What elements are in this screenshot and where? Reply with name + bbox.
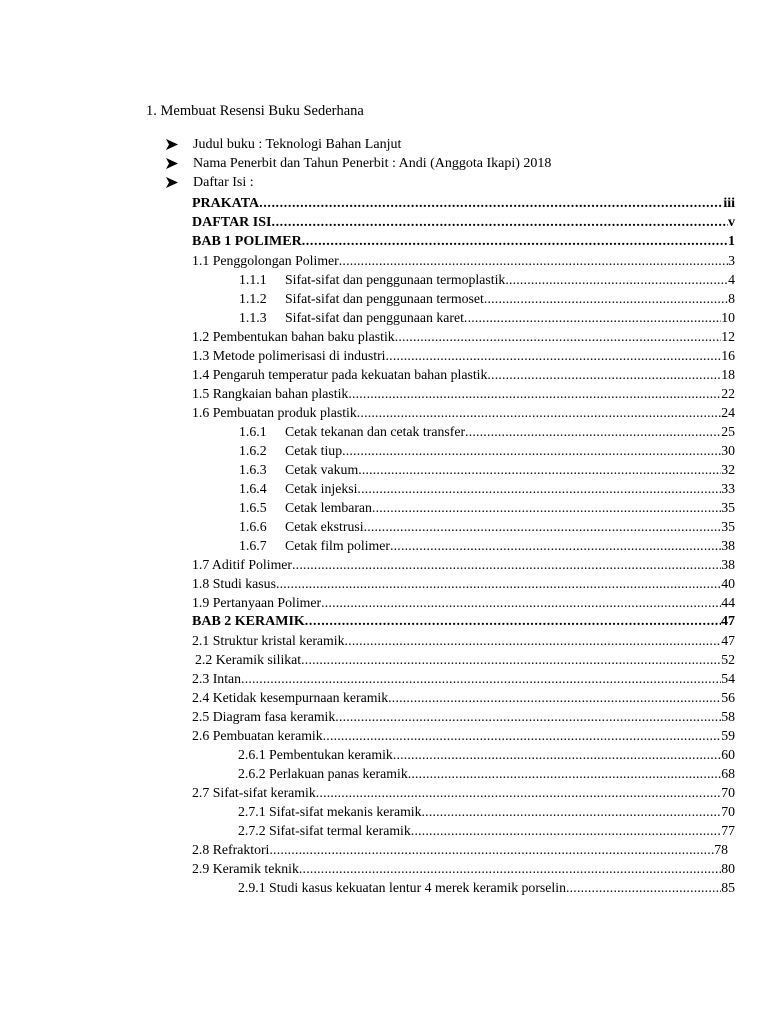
toc-label: BAB 2 KERAMIK: [192, 614, 305, 629]
toc-entry: [192, 498, 735, 517]
toc-label: 2.4 Ketidak kesempurnaan keramik: [192, 690, 389, 705]
toc-entry: [192, 194, 735, 213]
toc-title: Cetak ekstrusi: [285, 519, 364, 534]
toc-leader: [345, 631, 722, 650]
toc-page: v: [728, 215, 735, 230]
toc-label: 1.1 Penggolongan Polimer: [192, 253, 339, 268]
toc-entry: [192, 365, 735, 384]
toc-page: 59: [721, 728, 735, 743]
toc-label: PRAKATA: [192, 196, 260, 211]
toc-leader: [302, 232, 728, 251]
toc-entry: [192, 859, 735, 878]
toc-label: 2.2 Keramik silikat: [195, 652, 302, 667]
toc-entry: [192, 251, 735, 270]
toc-entry: [192, 403, 735, 422]
toc-label: 2.7.2 Sifat-sifat termal keramik: [238, 823, 411, 838]
toc-entry: [192, 479, 735, 498]
toc-number: 1.6.1: [239, 424, 267, 439]
toc-page: 35: [721, 519, 735, 534]
toc-page: 35: [721, 500, 735, 515]
toc-page: iii: [723, 196, 735, 211]
toc-entry: [192, 289, 735, 308]
toc-label: 1.6 Pembuatan produk plastik: [192, 405, 357, 420]
toc-leader: [505, 270, 728, 289]
toc-leader: [339, 251, 728, 270]
toc-page: 80: [721, 861, 735, 876]
toc-leader: [484, 289, 728, 308]
toc-leader: [390, 536, 721, 555]
toc-entry: [192, 878, 735, 897]
toc-title: Sifat-sifat dan penggunaan termoset: [285, 291, 484, 306]
toc-leader: [299, 859, 721, 878]
toc-page: 25: [721, 424, 735, 439]
toc-title: Cetak injeksi: [285, 481, 358, 496]
toc-page: 3: [728, 253, 735, 268]
toc-number: 1.1.1: [239, 272, 267, 287]
toc-page: 18: [721, 367, 735, 382]
toc-page: 52: [721, 652, 735, 667]
toc-entry: [192, 384, 735, 403]
toc-page: 54: [721, 671, 735, 686]
toc-entry: [192, 688, 735, 707]
toc-page: 8: [728, 291, 735, 306]
toc-title: Cetak tekanan dan cetak transfer: [285, 424, 466, 439]
toc-leader: [305, 612, 721, 631]
toc-entry: [192, 840, 728, 859]
toc-entry: [192, 745, 735, 764]
toc-label: 2.5 Diagram fasa keramik: [192, 709, 336, 724]
toc-leader: [465, 422, 721, 441]
toc-label: [239, 308, 464, 327]
toc-page: 10: [721, 310, 735, 325]
toc-label: 2.6.2 Perlakuan panas keramik: [238, 766, 408, 781]
toc-label: 1.8 Studi kasus: [192, 576, 276, 591]
toc-label: 2.1 Struktur kristal keramik: [192, 633, 345, 648]
toc-page: 78: [714, 842, 728, 857]
toc-leader: [411, 821, 721, 840]
toc-label: 2.3 Intan: [192, 671, 242, 686]
toc-entry: [192, 346, 735, 365]
toc-leader: [464, 308, 721, 327]
toc-page: 1: [728, 234, 735, 249]
toc-page: 60: [721, 747, 735, 762]
toc-page: 24: [721, 405, 735, 420]
toc-entry: [192, 327, 735, 346]
toc-entry: [192, 783, 735, 802]
toc-page: 77: [721, 823, 735, 838]
toc-leader: [364, 517, 722, 536]
toc-number: 1.6.3: [239, 462, 267, 477]
toc-entry: [192, 555, 735, 574]
toc-leader: [487, 365, 721, 384]
toc-label: [239, 441, 342, 460]
toc-entry: [192, 821, 735, 840]
toc-entry: [192, 764, 735, 783]
toc-page: 22: [721, 386, 735, 401]
toc-leader: [276, 574, 721, 593]
toc-label: [239, 289, 484, 308]
toc-entry: [192, 517, 735, 536]
toc-leader: [301, 650, 721, 669]
toc-page: 38: [721, 538, 735, 553]
toc-entry: [192, 650, 735, 669]
toc-label: [239, 479, 357, 498]
toc-entry: [192, 574, 735, 593]
toc-entry: [192, 536, 735, 555]
toc-entry: [192, 441, 735, 460]
toc-leader: [408, 764, 721, 783]
toc-label: 1.3 Metode polimerisasi di industri: [192, 348, 386, 363]
toc-page: 68: [721, 766, 735, 781]
toc-entry: [192, 631, 735, 650]
toc-entry: [192, 270, 735, 289]
table-of-contents: [192, 194, 735, 897]
toc-number: 1.6.6: [239, 519, 267, 534]
table-of-contents-label: Daftar Isi :: [193, 175, 254, 190]
toc-leader: [388, 688, 721, 707]
toc-number: 1.1.3: [239, 310, 267, 325]
toc-leader: [348, 384, 721, 403]
toc-leader: [241, 669, 721, 688]
toc-page: 44: [721, 595, 735, 610]
arrow-bullet-icon: [166, 139, 178, 150]
toc-leader: [566, 878, 721, 897]
toc-leader: [292, 555, 721, 574]
toc-title: Sifat-sifat dan penggunaan karet: [285, 310, 464, 325]
toc-entry: [192, 612, 735, 631]
toc-label: 2.6.1 Pembentukan keramik: [238, 747, 393, 762]
toc-page: 85: [721, 880, 735, 895]
toc-label: DAFTAR ISI: [192, 215, 272, 230]
toc-leader: [259, 194, 723, 213]
toc-label: [239, 270, 505, 289]
toc-entry: [192, 593, 735, 612]
toc-title: Cetak vakum: [285, 462, 359, 477]
toc-label: [239, 517, 364, 536]
book-title: Judul buku : Teknologi Bahan Lanjut: [193, 137, 402, 152]
toc-leader: [395, 327, 722, 346]
toc-number: 1.1.2: [239, 291, 267, 306]
toc-entry: [192, 802, 735, 821]
toc-entry: [192, 707, 735, 726]
toc-entry: [192, 726, 735, 745]
toc-leader: [269, 840, 714, 859]
toc-leader: [321, 593, 721, 612]
toc-label: 2.8 Refraktori: [192, 842, 270, 857]
toc-number: 1.6.4: [239, 481, 267, 496]
toc-page: 40: [721, 576, 735, 591]
toc-label: 2.9 Keramik teknik: [192, 861, 299, 876]
toc-number: 1.6.2: [239, 443, 267, 458]
toc-page: 4: [728, 272, 735, 287]
publisher-info: Nama Penerbit dan Tahun Penerbit : Andi (Anggota Ikapi) 2018: [193, 156, 552, 171]
toc-leader: [372, 498, 721, 517]
toc-label: 2.7 Sifat-sifat keramik: [192, 785, 316, 800]
toc-label: [239, 536, 390, 555]
toc-entry: [192, 422, 735, 441]
toc-label: 2.9.1 Studi kasus kekuatan lentur 4 merek keramik porselin: [238, 880, 566, 895]
toc-leader: [357, 479, 721, 498]
toc-page: 38: [721, 557, 735, 572]
toc-label: 1.7 Aditif Polimer: [192, 557, 293, 572]
toc-title: Cetak tiup: [285, 443, 343, 458]
toc-entry: [192, 669, 735, 688]
toc-entry: [192, 232, 735, 251]
toc-title: Sifat-sifat dan penggunaan termoplastik: [285, 272, 506, 287]
toc-label: [239, 422, 465, 441]
toc-page: 70: [721, 785, 735, 800]
toc-page: 58: [721, 709, 735, 724]
toc-page: 70: [721, 804, 735, 819]
toc-label: [239, 498, 372, 517]
toc-leader: [335, 707, 721, 726]
toc-number: 1.6.5: [239, 500, 267, 515]
toc-page: 47: [721, 614, 735, 629]
toc-leader: [357, 403, 721, 422]
toc-label: 1.5 Rangkaian bahan plastik: [192, 386, 349, 401]
toc-page: 30: [721, 443, 735, 458]
toc-label: [239, 460, 358, 479]
toc-page: 47: [721, 633, 735, 648]
toc-leader: [422, 802, 722, 821]
toc-label: 1.2 Pembentukan bahan baku plastik: [192, 329, 395, 344]
arrow-bullet-icon: [166, 177, 178, 188]
toc-page: 12: [721, 329, 735, 344]
toc-entry: [192, 308, 735, 327]
toc-leader: [358, 460, 721, 479]
toc-number: 1.6.7: [239, 538, 267, 553]
toc-title: Cetak lembaran: [285, 500, 372, 515]
toc-entry: [192, 460, 735, 479]
toc-leader: [271, 213, 728, 232]
toc-leader: [323, 726, 722, 745]
toc-entry: [192, 213, 735, 232]
toc-label: 2.7.1 Sifat-sifat mekanis keramik: [238, 804, 422, 819]
toc-title: Cetak film polimer: [285, 538, 390, 553]
toc-label: 2.6 Pembuatan keramik: [192, 728, 323, 743]
toc-page: 16: [721, 348, 735, 363]
toc-label: 1.9 Pertanyaan Polimer: [192, 595, 322, 610]
toc-page: 33: [721, 481, 735, 496]
toc-leader: [386, 346, 722, 365]
toc-label: 1.4 Pengaruh temperatur pada kekuatan bahan plastik: [192, 367, 488, 382]
toc-leader: [393, 745, 721, 764]
toc-label: BAB 1 POLIMER: [192, 234, 302, 249]
arrow-bullet-icon: [166, 158, 178, 169]
section-heading: 1. Membuat Resensi Buku Sederhana: [146, 103, 364, 119]
toc-page: 56: [721, 690, 735, 705]
toc-leader: [342, 441, 721, 460]
toc-leader: [316, 783, 721, 802]
toc-page: 32: [721, 462, 735, 477]
